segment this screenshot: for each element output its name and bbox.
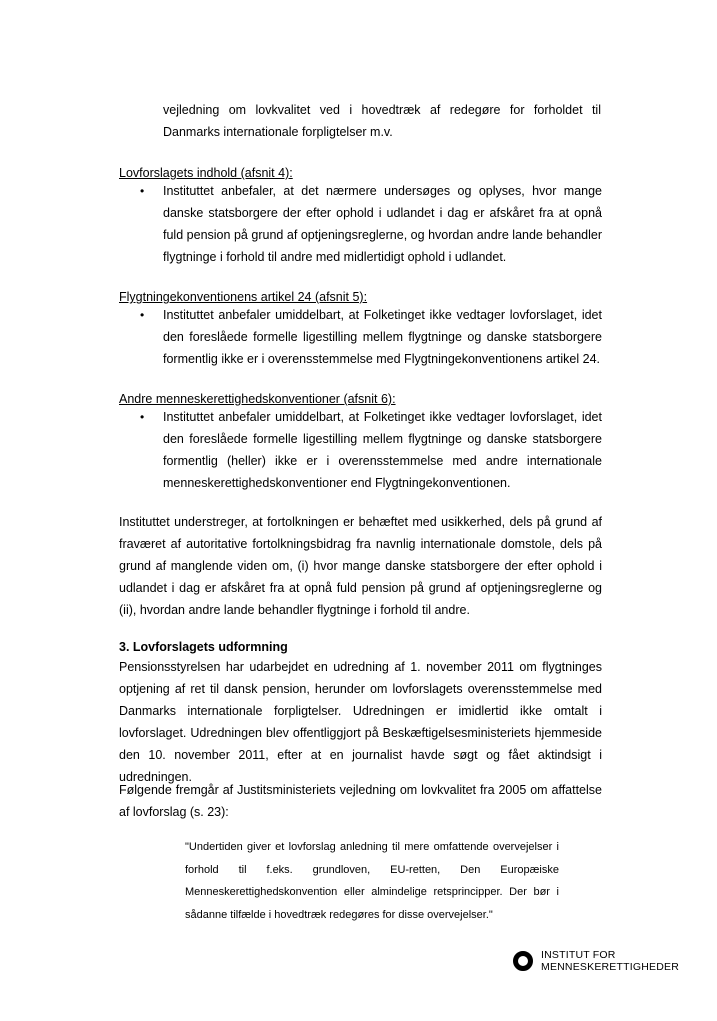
section3-paragraph-2: Følgende fremgår af Justitsministeriets vejledning om lovkvalitet fra 2005 om affattelse af lovforslag (s. 23): [119, 783, 602, 819]
bullet-dot-icon: • [140, 184, 145, 198]
block-quote: "Undertiden giver et lovforslag anledning til mere omfattende overvejelser i forhold til f.eks. grundloven, EU-retten, Den Europæiske Menneskerettighedskonvention eller almindelige retsprincipper. Der bør i sådanne tilfælde i hovedtræk redegøres for disse overvejelser." [185, 841, 559, 921]
logo-line-2: MENNESKERETTIGHEDER [541, 961, 679, 973]
logo-text [541, 949, 679, 973]
bullet-text: Instituttet anbefaler, at det nærmere undersøges og oplyses, hvor mange danske statsborgere der efter ophold i udlandet i dag er afskåret fra at opnå fuld pension på grund af optjeningsreglerne, og hvordan andre lande behandler flygtninge i forhold til andre med midlertidigt ophold i udlandet. [163, 184, 602, 264]
bullet-text: Instituttet anbefaler umiddelbart, at Folketinget ikke vedtager lovforslaget, idet den foreslåede formelle ligestilling mellem flygtninge og danske statsborgere formentlig (heller) ikke er i overensstemmelse med andre internationale menneskerettighedskonventioner end Flygtningekonventionen. [163, 410, 602, 490]
section-heading-artikel-24: Flygtningekonventionens artikel 24 (afsnit 5): [119, 290, 368, 304]
section-heading-indhold: Lovforslagets indhold (afsnit 4): [119, 166, 293, 180]
bullet-item-indhold [140, 180, 602, 268]
bullet-dot-icon: • [140, 410, 145, 424]
section-heading-andre-konventioner: Andre menneskerettighedskonventioner (afsnit 6): [119, 392, 396, 406]
section3-paragraph-1: Pensionsstyrelsen har udarbejdet en udredning af 1. november 2011 om flygtninges optjening af ret til dansk pension, herunder om lovforslagets overensstemmelse med Danmarks internationale forpligtelser. Udredningen er imidlertid ikke omtalt i lovforslaget. Udredningen blev offentliggjort på Beskæftigelsesministeriets hjemmeside den 10. november 2011, efter at en journalist havde søgt og fået aktindsigt i udredningen. [119, 660, 602, 784]
section-title: 3. Lovforslagets udformning [119, 640, 288, 654]
logo-line-1: INSTITUT FOR [541, 949, 616, 961]
emphasis-paragraph: Instituttet understreger, at fortolkningen er behæftet med usikkerhed, dels på grund af fraværet af autoritative fortolkningsbidrag fra navnlig internationale domstole, dels på grund af manglende viden om, (i) hvor mange danske statsborgere der efter ophold i udlandet i dag er afskåret fra at opnå fuld pension på grund af optjeningsreglerne og (ii), hvordan andre lande behandler flygtninge i forhold til andre. [119, 515, 602, 617]
bullet-text: Instituttet anbefaler umiddelbart, at Folketinget ikke vedtager lovforslaget, idet den foreslåede formelle ligestilling mellem flygtninge og danske statsborgere formentlig ikke er i overensstemmelse med Flygtningekonventionens artikel 24. [163, 308, 602, 366]
bullet-item-andre-konventioner [140, 406, 602, 494]
bullet-dot-icon: • [140, 308, 145, 322]
institute-logo [513, 949, 679, 973]
bullet-item-artikel-24 [140, 304, 602, 370]
intro-continuation: vejledning om lovkvalitet ved i hovedtræk af redegøre for forholdet til Danmarks internationale forpligtelser m.v. [163, 103, 601, 139]
ring-logo-icon [513, 951, 533, 971]
